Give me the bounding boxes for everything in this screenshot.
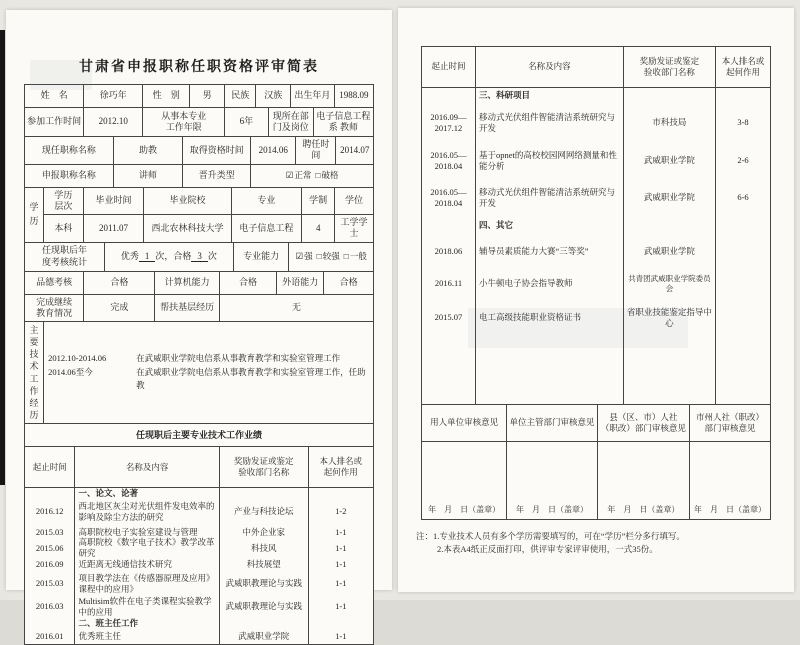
row-date: 2015.07	[422, 300, 476, 336]
career-period: 2012.10-2014.06	[48, 353, 107, 364]
stamp-date-line: 年 月 日（盖章）	[607, 505, 680, 514]
col-header-date: 起止时间	[422, 47, 476, 87]
audit-column-city	[690, 405, 770, 519]
education-section	[25, 188, 373, 243]
section-row	[25, 488, 373, 499]
row-rank: 1-1	[335, 526, 347, 537]
computer-label: 计算机能力	[155, 272, 219, 294]
conduct-row	[25, 272, 373, 295]
ability-options	[289, 243, 373, 271]
stamp-date-line: 年 月 日（盖章）	[515, 505, 588, 514]
row-date: 2015.03	[25, 572, 75, 595]
note-line: 注：1.专业技术人员有多个学历需要填写的，可在“学历”栏分多行填写。	[416, 531, 685, 541]
edu-major-header: 专业	[232, 188, 303, 215]
row-org: 武威职业学院	[624, 180, 716, 216]
row-rank: 3-8	[737, 117, 749, 128]
row-date: 2016.09	[25, 556, 75, 572]
row-date: 2016.09— 2017.12	[422, 104, 476, 142]
promo-exception-label: 破格	[321, 170, 339, 181]
gender-value: 男	[190, 85, 225, 107]
name-value: 徐巧年	[84, 85, 143, 107]
performance-banner-row	[25, 424, 373, 446]
row-org: 武威职业学院	[220, 629, 309, 644]
row-name: 近距离无线通信技术研究	[75, 556, 219, 572]
audit-header: 县（区、市）人社 （职改）部门审核意见	[598, 405, 689, 442]
edu-school-header: 毕业院校	[144, 188, 231, 215]
audit-header: 市州人社（职改） 部门审核意见	[690, 405, 770, 442]
audit-table	[421, 404, 771, 520]
performance-table-1	[24, 446, 374, 645]
row-rank: 2-6	[737, 155, 749, 166]
ability-general-label: 一般	[349, 251, 367, 262]
career-desc: 在武威职业学院电信系从事教育教学和实验室管理工作	[136, 353, 341, 364]
row-date: 2018.06	[422, 236, 476, 268]
row-org: 省职业技能鉴定指导中心	[624, 300, 716, 336]
audit-column-supervisor	[507, 405, 597, 519]
row-rank: 6-6	[737, 192, 749, 203]
excellent-count: 1	[139, 252, 156, 262]
row-name: 高职院校《数字电子技术》教学改革研究	[75, 540, 219, 556]
row-date: 2016.12	[25, 499, 75, 524]
apply-title-label: 申报职称名称	[25, 165, 114, 187]
row-rank	[716, 216, 770, 236]
col-header-rank: 本人排名或 起何作用	[721, 55, 765, 77]
grassroots-value: 无	[291, 302, 301, 313]
hire-time-value: 2014.07	[340, 144, 370, 155]
edu-degree-header: 学位	[345, 195, 364, 206]
col-header-org: 奖励发证或鉴定 验收部门名称	[220, 447, 309, 487]
row-name: 优秀班主任	[75, 629, 219, 644]
row-name: 高职院校电子实验室建设与管理	[75, 524, 219, 540]
continuing-ed-value: 完成	[84, 295, 155, 322]
education-data-row	[44, 215, 373, 242]
table-row	[25, 537, 373, 559]
row-org: 武威职业学院	[624, 236, 716, 268]
table-row	[25, 137, 373, 165]
row-rank	[309, 488, 373, 499]
language-value: 合格	[339, 276, 358, 287]
form-notes	[416, 530, 776, 556]
row-org	[220, 488, 309, 499]
gender-label: 性 别	[143, 85, 190, 107]
career-desc: 在武威职业学院电信系从事教育教学和实验室管理工作，任助教	[136, 366, 366, 391]
birth-label: 出生年月	[291, 85, 335, 107]
performance-banner: 任现职后主要专业技术工作业绩	[135, 429, 262, 440]
scan-edge-artifact	[0, 30, 5, 485]
row-name: 小牛顿电子协会指导教师	[476, 268, 624, 300]
performance-table-2	[421, 46, 771, 405]
col-header-rank: 本人排名或 起何作用	[319, 456, 363, 478]
table-row	[422, 180, 770, 216]
ethnicity-label: 民族	[225, 85, 256, 107]
col-header-date: 起止时间	[25, 447, 75, 487]
ability-fair-option	[317, 251, 340, 262]
form-page-1	[6, 10, 392, 642]
note-line: 2.本表A4纸正反面打印，供评审专家评审使用，一式35份。	[437, 543, 658, 554]
checkbox-checked-icon: ☑	[295, 251, 304, 262]
career-period: 2014.06至今	[48, 366, 93, 377]
row-name: 辅导员素质能力大赛“三等奖”	[476, 236, 624, 268]
table-row	[422, 268, 770, 300]
row-name: 项目教学法在《传感器原理及应用》课程中的应用》	[75, 572, 219, 595]
apply-title-value: 讲师	[114, 165, 184, 187]
row-date: 2015.06	[25, 540, 75, 556]
row-rank: 1-1	[335, 578, 347, 589]
ability-fair-label: 较强	[322, 251, 340, 262]
audit-body	[598, 442, 689, 504]
stamp-date-line: 年 月 日（盖章）	[693, 505, 766, 514]
audit-body	[690, 442, 770, 504]
col-header-org: 奖励发证或鉴定 验收部门名称	[624, 47, 716, 87]
section-row	[422, 88, 770, 104]
hire-time-label: 聘任时间	[296, 137, 336, 164]
row-name: 移动式光伏组件智能清洁系统研究与开发	[476, 104, 624, 142]
page-title: 甘肃省申报职称任职资格评审简表	[79, 60, 319, 75]
section-row	[422, 216, 770, 236]
table-row	[25, 595, 373, 618]
ability-strong-option	[295, 251, 312, 262]
row-org	[220, 618, 309, 629]
excellent-label: 优秀	[120, 250, 139, 261]
section-row	[25, 618, 373, 629]
education-group-label: 学历	[25, 188, 44, 242]
pass-count: 3	[191, 252, 208, 262]
conduct-label: 品德考核	[25, 272, 84, 294]
education-header-row	[44, 188, 373, 216]
edu-time-header: 毕业时间	[84, 188, 145, 215]
grassroots-label: 帮扶基层经历	[155, 295, 219, 322]
row-date: 2016.01	[25, 629, 75, 644]
edu-length-header: 学制	[302, 188, 335, 215]
table-row	[25, 108, 373, 137]
continuing-ed-label: 完成继续 教育情况	[25, 295, 84, 322]
row-org: 中外企业家	[220, 524, 309, 540]
row-date	[422, 216, 476, 236]
row-date	[422, 88, 476, 104]
promo-type-options	[251, 165, 373, 187]
edu-level-header: 学历 层次	[44, 188, 83, 215]
career-section	[25, 322, 373, 424]
row-rank	[716, 88, 770, 104]
table-row	[25, 499, 373, 524]
continuing-ed-row	[25, 295, 373, 323]
row-date: 2016.03	[25, 595, 75, 618]
edu-length: 4	[302, 215, 335, 242]
bleedthrough-artifact	[468, 308, 688, 348]
section-title: 三、科研项目	[476, 88, 624, 104]
row-org: 市科技局	[624, 104, 716, 142]
computer-value: 合格	[220, 272, 277, 294]
table-row	[25, 572, 373, 595]
edu-school: 西北农林科技大学	[144, 215, 231, 242]
row-rank: 1-1	[335, 601, 347, 612]
edu-time: 2011.07	[84, 215, 145, 242]
ability-label: 专业能力	[234, 243, 290, 271]
row-name: 电工高级技能职业资格证书	[476, 300, 624, 336]
table-row	[25, 165, 373, 188]
appraisal-row	[25, 243, 373, 272]
birth-value: 1988.09	[339, 90, 369, 101]
row-rank: 1-1	[335, 558, 347, 569]
audit-column-county	[598, 405, 690, 519]
audit-column-employer	[422, 405, 507, 519]
join-work-label: 参加工作时间	[25, 108, 84, 136]
career-line	[48, 352, 369, 366]
form-page-2	[398, 8, 794, 592]
row-org: 共青团武威职业学院委员会	[624, 268, 716, 300]
appraisal-counts	[105, 243, 234, 271]
career-line	[48, 366, 369, 393]
row-org	[624, 216, 716, 236]
row-rank	[716, 268, 770, 300]
row-org: 武威职教理论与实践	[220, 572, 309, 595]
row-rank: 1-1	[335, 542, 347, 553]
checkbox-unchecked-icon: □	[315, 170, 321, 181]
qual-time-label: 取得资格时间	[183, 137, 251, 164]
col-header-name: 名称及内容	[476, 47, 624, 87]
name-label: 姓 名	[25, 85, 84, 107]
row-org	[624, 88, 716, 104]
personal-info-table	[24, 84, 374, 447]
row-date: 2016.05— 2018.04	[422, 142, 476, 180]
suffix-label: 次	[207, 250, 217, 261]
audit-header: 单位主管部门审核意见	[507, 405, 596, 442]
dept-label: 现所在部 门及岗位	[269, 108, 314, 136]
stamp-date-line: 年 月 日（盖章）	[428, 505, 501, 514]
row-date: 2016.11	[422, 268, 476, 300]
ethnicity-value: 汉族	[256, 85, 291, 107]
row-org: 科技风	[220, 540, 309, 556]
row-date	[25, 488, 75, 499]
row-date: 2015.03	[25, 524, 75, 540]
current-title-label: 现任职称名称	[25, 137, 114, 164]
checkbox-checked-icon: ☑	[285, 170, 294, 181]
row-name: 移动式光伏组件智能清洁系统研究与开发	[476, 180, 624, 216]
table-row	[25, 556, 373, 572]
edu-major: 电子信息工程	[232, 215, 303, 242]
audit-header: 用人单位审核意见	[422, 405, 506, 442]
table-row	[422, 142, 770, 180]
prof-years-label: 从事本专业 工作年限	[143, 108, 225, 136]
join-work-value: 2012.10	[84, 108, 143, 136]
edu-level: 本科	[44, 215, 83, 242]
row-date	[25, 618, 75, 629]
row-rank	[716, 336, 770, 404]
promo-normal-option	[286, 170, 312, 181]
prof-years-value: 6年	[225, 108, 269, 136]
row-org: 武威职教理论与实践	[220, 595, 309, 618]
language-label: 外语能力	[277, 272, 324, 294]
row-rank	[716, 236, 770, 268]
promo-normal-label: 正常	[294, 170, 312, 181]
performance-header-row	[25, 447, 373, 488]
performance-header-row	[422, 47, 770, 88]
table-row	[422, 236, 770, 268]
col-header-name: 名称及内容	[75, 447, 219, 487]
row-rank	[716, 300, 770, 336]
row-rank	[309, 618, 373, 629]
current-title-value: 助教	[114, 137, 184, 164]
checkbox-unchecked-icon: □	[343, 251, 349, 262]
promo-exception-option	[315, 170, 338, 181]
performance-body	[25, 488, 373, 644]
section-title: 一、论文、论著	[75, 488, 219, 499]
row-name: Multisim软件在电子类课程实验教学中的应用	[75, 595, 219, 618]
table-row	[25, 629, 373, 644]
qual-time-value: 2014.06	[251, 137, 296, 164]
edu-degree: 工学学士	[340, 217, 368, 239]
row-name: 西北地区灰尘对光伏组件发电效率的影响及除尘方法的研究	[75, 499, 219, 524]
row-org: 产业与科技论坛	[220, 499, 309, 524]
audit-body	[507, 442, 596, 504]
row-name: 基于opnet的高校校园网网络测量和性能分析	[476, 142, 624, 180]
mid-label: 次，合格	[155, 250, 192, 261]
appraisal-label: 任现职后年 度考核统计	[25, 243, 105, 271]
row-org: 科技展望	[220, 556, 309, 572]
checkbox-unchecked-icon: □	[316, 251, 322, 262]
audit-body	[422, 442, 506, 504]
table-row	[422, 104, 770, 142]
conduct-value: 合格	[84, 272, 155, 294]
dept-value: 电子信息工程系 教师	[316, 110, 371, 132]
row-date: 2016.05— 2018.04	[422, 180, 476, 216]
row-rank: 1-1	[335, 631, 347, 642]
ability-strong-label: 强	[304, 251, 313, 262]
row-rank: 1-2	[335, 506, 347, 517]
bleedthrough-artifact	[30, 60, 92, 90]
section-title: 二、班主任工作	[75, 618, 219, 629]
promo-type-label: 晋升类型	[183, 165, 251, 187]
career-group-label: 主要技术工作经历	[25, 322, 44, 423]
row-org: 武威职业学院	[624, 142, 716, 180]
section-title: 四、其它	[476, 216, 624, 236]
performance-body	[422, 88, 770, 404]
ability-general-option	[344, 251, 367, 262]
